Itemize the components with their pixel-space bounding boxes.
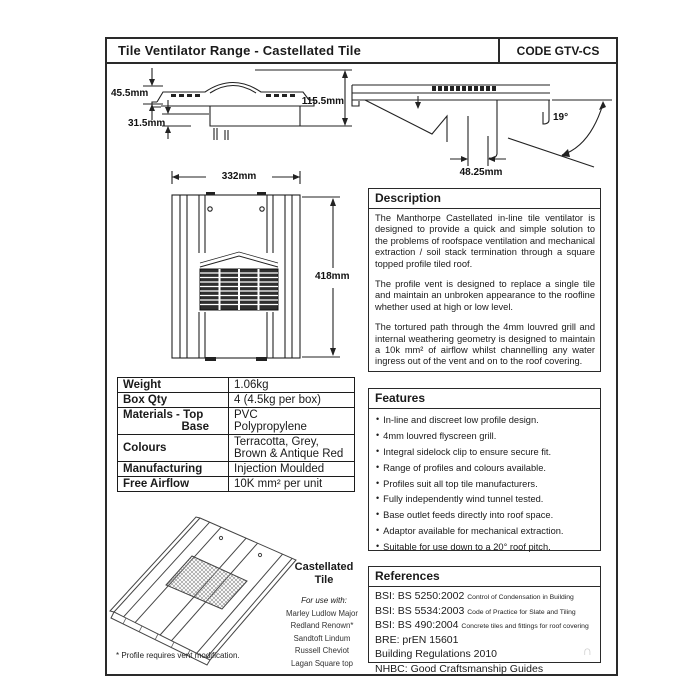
feature-item: • Fully independently wind tunnel tested. — [376, 493, 544, 505]
feature-item: • Base outlet feeds directly into roof space. — [376, 509, 554, 521]
spec-table — [117, 377, 355, 492]
reference-item: BSI: BS 5250:2002 Control of Condensation in Building — [375, 590, 574, 602]
spec-row-airflow: Free Airflow 10K mm² per unit — [118, 477, 355, 492]
features-title: Features — [369, 389, 600, 409]
compatible-tile: Redland Renown* — [290, 621, 354, 631]
bullet-icon: • — [376, 477, 380, 488]
description-title: Description — [369, 189, 600, 209]
compatible-tile: Lagan Square top — [291, 658, 353, 668]
bullet-icon: • — [376, 525, 380, 536]
bullet-icon: • — [376, 493, 380, 504]
spec-row-colours: Colours Terracotta, Grey, Brown & Antique Red — [118, 435, 355, 462]
feature-item: • Adaptor available for mechanical extraction. — [376, 525, 564, 537]
bullet-icon: • — [376, 461, 380, 472]
bullet-icon: • — [376, 429, 380, 440]
feature-item: • Suitable for use down to a 20° roof pitch. — [376, 541, 551, 553]
code-label: CODE GTV-CS — [516, 43, 600, 58]
tile-callout-title: Castellated Tile — [294, 561, 354, 586]
compatible-tile: Sandtoft Lindum — [293, 633, 351, 643]
compatible-tile: Russell Cheviot — [294, 646, 350, 656]
reference-item: NHBC: Good Craftsmanship Guides — [375, 662, 544, 675]
dim-front-width: 332mm — [206, 171, 272, 182]
dim-profile-top-height: 45.5mm — [111, 88, 149, 99]
dim-profile-total-height: 115.5mm — [301, 96, 344, 107]
footnote: * Profile requires vent modification. — [116, 651, 240, 660]
bullet-icon: • — [376, 445, 380, 456]
references-panel — [368, 566, 601, 675]
reference-item: BSI: BS 5534:2003 Code of Practice for Slate and Tiling — [375, 604, 576, 617]
reference-item: Building Regulations 2010 — [375, 648, 498, 661]
tile-callout-intro: For use with: — [301, 596, 347, 605]
tile-compatibility-list — [272, 608, 372, 670]
feature-item: • In-line and discreet low profile design. — [376, 414, 539, 425]
spec-row-weight: Weight 1.06kg — [118, 378, 355, 393]
dim-spigot-offset: 48.25mm — [450, 167, 512, 178]
page-title: Tile Ventilator Range - Castellated Tile — [118, 43, 362, 58]
dim-profile-skirt-depth: 31.5mm — [128, 118, 166, 129]
spec-row-manufacturing: Manufacturing Injection Moulded — [118, 462, 355, 477]
reference-item: BSI: BS 490:2004 Concrete tiles and fittings for roof covering — [375, 619, 589, 632]
feature-item: • Profiles suit all top tile manufacturers. — [376, 477, 538, 489]
code-cell — [498, 39, 616, 62]
dim-roof-pitch: 19° — [553, 112, 569, 123]
description-panel — [368, 188, 601, 372]
bullet-icon: • — [376, 509, 380, 520]
bullet-icon: • — [376, 414, 380, 424]
features-panel — [368, 388, 601, 551]
spec-row-boxqty: Box Qty 4 (4.5kg per box) — [118, 393, 355, 408]
spec-row-materials: Materials - Top Base PVC Polypropylene — [118, 408, 355, 435]
feature-item: • Range of profiles and colours available. — [376, 461, 546, 473]
dim-front-height: 418mm — [315, 271, 350, 282]
description-paragraph: The tortured path through the 4mm louvred grill and internal weathering geometry is designed to maintain a 10k mm² of airflow whilst channelling any water ingress out of the vent and on to the roof covering. — [375, 322, 595, 367]
watermark-icon: ∩ — [582, 643, 592, 658]
feature-item: • 4mm louvred flyscreen grill. — [376, 429, 497, 441]
description-paragraph: The profile vent is designed to replace a single tile and maintain an unbroken appearance to the roofline whether used at high or low level. — [375, 279, 595, 312]
compatible-tile: Marley Ludlow Major — [286, 609, 358, 618]
bullet-icon: • — [376, 541, 380, 552]
reference-item: BRE: prEN 15601 — [375, 633, 459, 646]
references-title: References — [369, 567, 600, 587]
description-paragraph: The Manthorpe Castellated in-line tile ventilator is designed to provide a quick and simple solution to the problems of roofspace ventilation and mechanical extraction / soil stack termination through a square topped profile tiled roof. — [375, 213, 595, 269]
feature-item: • Integral sidelock clip to ensure secure fit. — [376, 445, 552, 457]
